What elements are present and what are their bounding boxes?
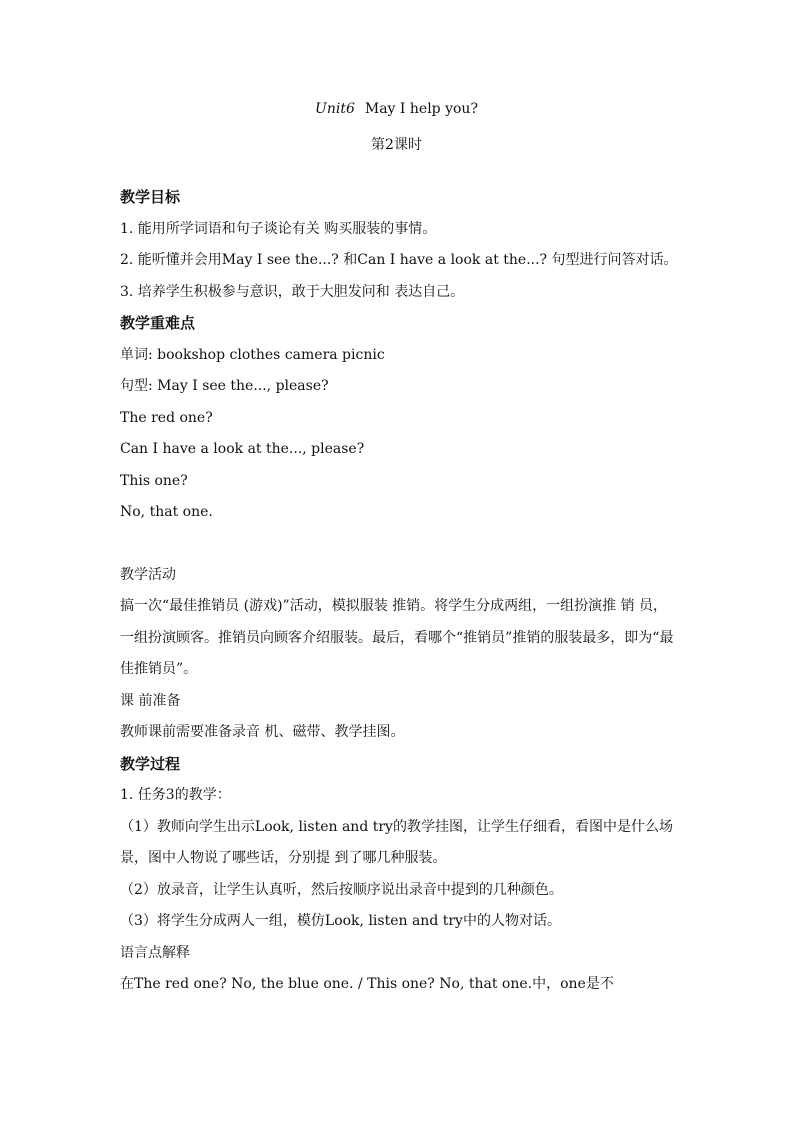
keypoint-line-6: No, that one. [120,504,213,520]
objective-item-1: 1. 能用所学词语和句子谈论有关 购买服装的事情。 [120,220,437,237]
keypoint-line-5: This one? [120,472,188,489]
objectives-heading: 教学目标 [120,188,181,206]
language-heading: 语言点解释 [120,944,190,961]
language-text: 在The red one? No, the blue one. / This one? No, that one.中，one是不 [120,976,614,992]
activity-text: 搞一次“最佳推销员 (游戏)”活动，模拟服装 推销。将学生分成两组，一组扮演推 销 员，一组扮演顾客。推销员向顾客介绍服装。最后，看哪个“推销员”推销的服装最多，即为“最佳推销员”。 [120,598,674,677]
keypoint-line-3: The red one? [120,409,213,426]
unit-label: Unit6 [315,101,355,117]
keypoints-heading: 教学重难点 [120,314,196,332]
lesson-number: 第2课时 [371,137,422,153]
activity-heading: 教学活动 [120,566,176,583]
preparation-heading: 课 前准备 [120,692,181,709]
objective-item-3: 3. 培养学生积极参与意识，敢于大胆发问和 表达自己。 [120,283,465,300]
process-item-1: 1. 任务3的教学： [120,787,231,803]
process-heading: 教学过程 [120,754,181,773]
keypoint-line-4: Can I have a look at the..., please? [120,441,365,457]
preparation-text: 教师课前需要准备录音 机、磁带、教学挂图。 [120,724,405,740]
objective-item-2: 2. 能听懂并会用May I see the...? 和Can I have a look at the...? 句型进行问答对话。 [120,252,678,268]
process-item-3: （2）放录音，让学生认真听，然后按顺序说出录音中提到的几种颜色。 [120,881,563,898]
keypoint-line-1: 单词: bookshop clothes camera picnic [120,346,385,363]
process-item-4: （3）将学生分成两人一组，模仿Look, listen and try中的人物对话。 [120,913,561,929]
lesson-title: May I help you? [364,101,478,117]
document-body [120,182,680,1001]
process-item-2: （1）教师向学生出示Look, listen and try的教学挂图，让学生仔细看，看图中是什么场景，图中人物说了哪些话，分别提 到了哪几种服装。 [120,818,673,866]
keypoint-line-2: 句型: May I see the..., please? [120,378,329,394]
page-title [0,101,793,117]
spacer [120,529,680,560]
